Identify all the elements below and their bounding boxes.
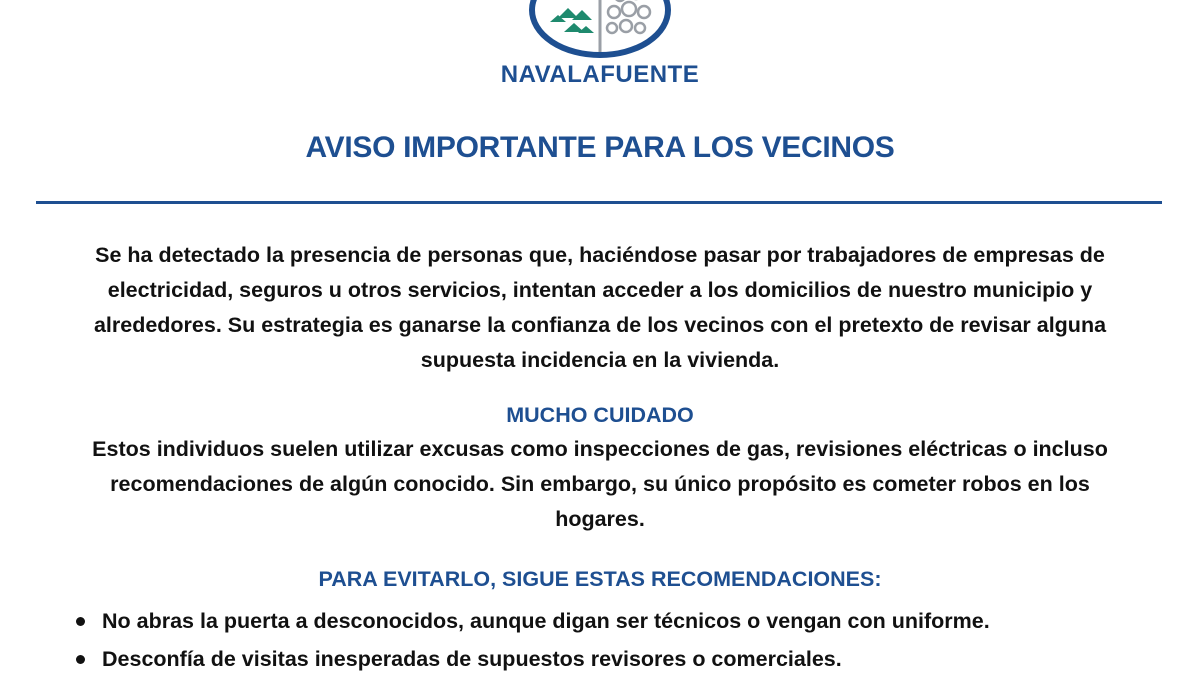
notice-title: AVISO IMPORTANTE PARA LOS VECINOS [305,131,895,164]
recommendations-list [72,602,1172,675]
recommendation-text: No abras la puerta a desconocidos, aunque digan ser técnicos o vengan con uniforme. [102,609,990,633]
town-name: NAVALAFUENTE [500,61,700,88]
municipality-logo [528,0,672,60]
warning-heading: MUCHO CUIDADO [506,403,694,427]
list-item [72,602,1172,640]
title-divider [36,201,1162,204]
recommendations-heading: PARA EVITARLO, SIGUE ESTAS RECOMENDACIONES: [318,567,882,591]
bullet-icon [76,617,85,626]
recommendation-text: Desconfía de visitas inesperadas de supuestos revisores o comerciales. [102,647,842,671]
list-item [72,640,1172,675]
warning-paragraph: Estos individuos suelen utilizar excusas como inspecciones de gas, revisiones eléctricas o incluso recomendaciones de algún conocido. Sin embargo, su único propósito es cometer robos en los hogares. [92,437,1108,531]
bullet-icon [76,655,85,664]
intro-paragraph: Se ha detectado la presencia de personas que, haciéndose pasar por trabajadores de empresas de electricidad, seguros u otros servicios, intentan acceder a los domicilios de nuestro municipio y alrededores. Su estrategia es ganarse la confianza de los vecinos con el pretexto de revisar alguna supuesta incidencia en la vivienda. [93,243,1107,372]
